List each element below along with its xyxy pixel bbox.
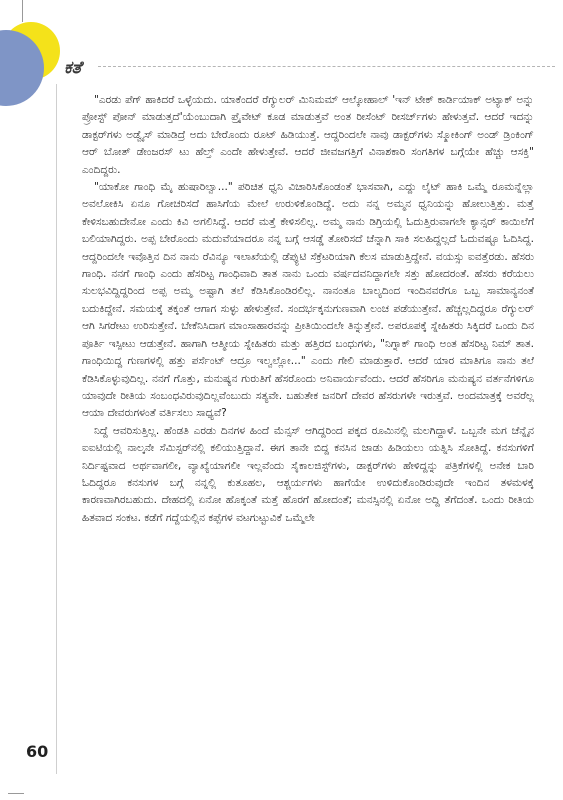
paragraph: "ಯಾಕೋ ಗಾಂಧಿ ಮೈ ಹುಷಾರಿಲ್ವಾ..." ಪರಿಚಿತ ಧ್ವನಿ ವಿಚಾರಿಸಿಕೊಂಡಂತೆ ಭಾಸವಾಗಿ, ಎದ್ದು ಲೈಟ್ ಹಾಕಿ ಒಮ್ಮೆ ರೂಮನ್ನೆಲ್ಲಾ ಅವಲೋಕಿಸಿ ಏನೂ ಗೋಚರಿಸದೆ ಹಾಸಿಗೆಯ ಮೇಲೆ ಉರುಳಿಕೊಂಡಿದ್ದೆ. ಅದು ನನ್ನ ಅಮ್ಮನ ಧ್ವನಿಯನ್ನು ಹೋಲುತ್ತಿತ್ತು. ಮತ್ತೆ ಕೇಳಿಸಬಹುದೇನೋ ಎಂದು ಕಿವಿ ಅಗಲಿಸಿದ್ದೆ. ಆದರೆ ಮತ್ತೆ ಕೇಳಿಸಲಿಲ್ಲ. ಅಮ್ಮ ನಾನು ಡಿಗ್ರಿಯಲ್ಲಿ ಓದುತ್ತಿರುವಾಗಲೇ ಕ್ಯಾನ್ಸರ್ ಕಾಯಿಲೆಗೆ ಬಲಿಯಾಗಿದ್ದರು. ಅಪ್ಪ ಬೇರೊಂದು ಮದುವೆಯಾದರೂ ನನ್ನ ಬಗ್ಗೆ ಆಸಡ್ಡೆ ತೋರಿಸದೆ ಚೆನ್ನಾಗಿ ಸಾಕಿ ಸಲಹಿದ್ದಲ್ಲದೆ ಓದುವಷ್ಟೂ ಓದಿಸಿದ್ದ. ಆದ್ದರಿಂದಲೇ ಇವೊತ್ತಿನ ದಿನ ನಾನು ರೆವಿನ್ಯೂ ಇಲಾಖೆಯಲ್ಲಿ ಡೆಪ್ಯುಟಿ ಸೆಕ್ರೆಟರಿಯಾಗಿ ಕೆಲಸ ಮಾಡುತ್ತಿದ್ದೇನೆ. ವಯಸ್ಸು ಐವತ್ತೆರಡು. ಹೆಸರು ಗಾಂಧಿ. ನನಗೆ ಗಾಂಧಿ ಎಂದು ಹೆಸರಿಟ್ಟ ಗಾಂಧಿವಾದಿ ತಾತ ನಾನು ಒಂದು ವರ್ಷದವನಿದ್ದಾಗಲೇ ಸತ್ತು ಹೋದರಂತೆ. ಹೆಸರು ಕರೆಯಲು ಸುಲಭವಿದ್ದಿದ್ದರಿಂದ ಅಪ್ಪ ಅಮ್ಮ ಅಷ್ಟಾಗಿ ತಲೆ ಕೆಡಿಸಿಕೊಂಡಿರಲಿಲ್ಲ. ನಾನಂತೂ ಬಾಲ್ಯದಿಂದ ಇಂದಿನವರೆಗೂ ಒಬ್ಬ ಸಾಮಾನ್ಯನಂತೆ ಬದುಕಿದ್ದೇನೆ. ಸಮಯಕ್ಕೆ ತಕ್ಕಂತೆ ಆಗಾಗ ಸುಳ್ಳು ಹೇಳುತ್ತೇನೆ. ಸಂದರ್ಭಕ್ಕನುಗುಣವಾಗಿ ಲಂಚ ಪಡೆಯುತ್ತೇನೆ. ಹೆಚ್ಚಲ್ಲದಿದ್ದರೂ ರೆಗ್ಯುಲರ್ ಆಗಿ ಸಿಗರೇಟು ಉರಿಸುತ್ತೇನೆ. ಬೇಕೆನಿಸಿದಾಗ ಮಾಂಸಾಹಾರವನ್ನು ಪ್ರೀತಿಯಿಂದಲೇ ತಿನ್ನುತ್ತೇನೆ. ಅಪರೂಪಕ್ಕೆ ಸ್ನೇಹಿತರು ಸಿಕ್ಕಿದರೆ ಒಂದು ದಿನ ಪೂರ್ತಿ ಇಸ್ಪೀಟು ಆಡುತ್ತೇನೆ. ಹಾಗಾಗಿ ಆತ್ಮೀಯ ಸ್ನೇಹಿತರು ಮತ್ತು ಹತ್ತಿರದ ಬಂಧುಗಳು, "ನಿಗ್ನಾಕ್ ಗಾಂಧಿ ಅಂತ ಹೆಸರಿಟ್ಟ ನಿಮ್ ತಾತ. ಗಾಂಧಿಯಿದ್ದ ಗುಣಗಳಲ್ಲಿ ಹತ್ತು ಪರ್ಸೆಂಟ್ ಆದ್ರೂ ಇಲ್ವಲ್ಲೋ..." ಎಂದು ಗೇಲಿ ಮಾಡುತ್ತಾರೆ. ಆದರೆ ಯಾರ ಮಾತಿಗೂ ನಾನು ತಲೆ ಕೆಡಿಸಿಕೊಳ್ಳುವುದಿಲ್ಲ. ನನಗೆ ಗೊತ್ತು, ಮನುಷ್ಯನ ಗುರುತಿಗೆ ಹೆಸರೊಂದು ಅನಿವಾರ್ಯವೆಂದು. ಆದರೆ ಹೆಸರಿಗೂ ಮನುಷ್ಯನ ವರ್ತನೆಗಳಿಗೂ ಯಾವುದೇ ರೀತಿಯ ಸಂಬಂಧವಿರುವುದಿಲ್ಲವೆಂಬುದು ಸತ್ಯವೇ. ಬಹುತೇಕ ಜನರಿಗೆ ದೇವರ ಹೆಸರುಗಳೇ ಇರುತ್ತವೆ. ಅಂದಮಾತ್ರಕ್ಕೆ ಅವರೆಲ್ಲ ಆಯಾ ದೇವರುಗಳಂತೆ ವರ್ತಿಸಲು ಸಾಧ್ಯವೆ? xyxy=(82,181,534,420)
paragraph: "ಎರಡು ಪೆಗ್ ಹಾಕಿದರೆ ಒಳ್ಳೆಯದು. ಯಾಕೆಂದರೆ ರೆಗ್ಯುಲರ್ ಮಿನಿಮಮ್ ಆಲ್ಕೋಹಾಲ್ 'ಇನ್ ಟೇಕ್ ಕಾರ್ಡಿಯಾಕ್ ಅಟ್ಯಾಕ್ ಅನ್ನು ಪ್ರೋಸ್ಟ್ ಪೋನ್ ಮಾಡುತ್ತದೆ'ಯೆಂಬುದಾಗಿ ಪ್ರೈವೇಟ್ ಕೂಡ ಮಾಡುತ್ತವೆ ಅಂತ ರೀಸೆಂಟ್ ರೀಸರ್ಚ್‌ಗಳು ಹೇಳುತ್ತವೆ. ಆದರೆ ಇದನ್ನು ಡಾಕ್ಟರ್‌ಗಳು ಅಡ್ವೈಸ್ ಮಾಡಿದ್ರೆ ಅದು ಬೇರೊಂದು ರೂಟ್ ಹಿಡಿಯುತ್ತೆ. ಆದ್ದರಿಂದಲೇ ನಾವು ಡಾಕ್ಟರ್‌ಗಳು ಸ್ಮೋಕಿಂಗ್ ಅಂಡ್ ಡ್ರಿಂಕಿಂಗ್ ಆರ್ ಬೋತ್ ಡೇಂಜರಸ್ ಟು ಹೆಲ್ತ್ ಎಂದೇ ಹೇಳುತ್ತೇವೆ. ಆದರೆ ಜೀವಜಗತ್ತಿಗೆ ವಿನಾಶಕಾರಿ ಸಂಗತಿಗಳ ಬಗ್ಗೆಯೇ ಹೆಚ್ಚು ಆಸಕ್ತಿ" ಎಂದಿದ್ದರು. xyxy=(82,94,534,176)
section-label: ಕತೆ xyxy=(64,58,82,78)
crop-mark-top xyxy=(0,0,23,22)
left-margin-rule xyxy=(56,84,57,774)
crop-mark-bottom xyxy=(8,793,24,794)
story-body xyxy=(82,92,534,527)
paragraph: ನಿದ್ದೆ ಆವರಿಸುತ್ತಿಲ್ಲ. ಹೆಂಡತಿ ಎರಡು ದಿನಗಳ ಹಿಂದೆ ಮೆನ್ಸಸ್ ಆಗಿದ್ದರಿಂದ ಪಕ್ಕದ ರೂಮಿನಲ್ಲಿ ಮಲಗಿದ್ದಾಳೆ. ಒಬ್ಬನೇ ಮಗ ಚೆನ್ನೈನ ಐಐಟಿಯಲ್ಲಿ ನಾಲ್ಕನೇ ಸೆಮಿಸ್ಟರ್‌ನಲ್ಲಿ ಕಲಿಯುತ್ತಿದ್ದಾನೆ. ಈಗ ತಾನೇ ಬಿದ್ದ ಕನಸಿನ ಜಾಡು ಹಿಡಿಯಲು ಯತ್ನಿಸಿ ಸೋತಿದ್ದೆ. ಕನಸುಗಳಿಗೆ ನಿರ್ದಿಷ್ಟವಾದ ಅರ್ಥವಾಗಲೀ, ವ್ಯಾಖ್ಯೆಯಾಗಲೀ ಇಲ್ಲವೆಂದು ಸೈಕಾಲಜಿಸ್ಟ್‌ಗಳು, ಡಾಕ್ಟರ್‌ಗಳು ಹೇಳಿದ್ದನ್ನು ಪತ್ರಿಕೆಗಳಲ್ಲಿ ಅನೇಕ ಬಾರಿ ಓದಿದ್ದರೂ ಕನಸುಗಳ ಬಗ್ಗೆ ನನ್ನಲ್ಲಿ ಕುತೂಹಲ, ಆಶ್ಚರ್ಯಗಳು ಹಾಗೆಯೇ ಉಳಿದುಕೊಂಡಿರುವುದೇ ಇಂದಿನ ತಳಮಳಕ್ಕೆ ಕಾರಣವಾಗಿರಬಹುದು. ದೇಹದಲ್ಲಿ ಏನೋ ಹೊಕ್ಕಂತೆ ಮತ್ತೆ ಹೊರಗೆ ಹೋದಂತೆ; ಮನಸ್ಸಿನಲ್ಲಿ ಏನೋ ಅದ್ದಿ ತೆಗೆದಂತೆ. ಒಂದು ರೀತಿಯ ಹಿತವಾದ ಸಂಕಟ. ಕಡೆಗೆ ಗದ್ದೆಯಲ್ಲಿನ ಕಪ್ಪೆಗಳ ವಟಗುಟ್ಟುವಿಕೆ ಒಮ್ಮೆಲೇ xyxy=(82,424,534,524)
header-dotted-rule xyxy=(98,66,555,67)
page-number: 60 xyxy=(26,742,49,761)
